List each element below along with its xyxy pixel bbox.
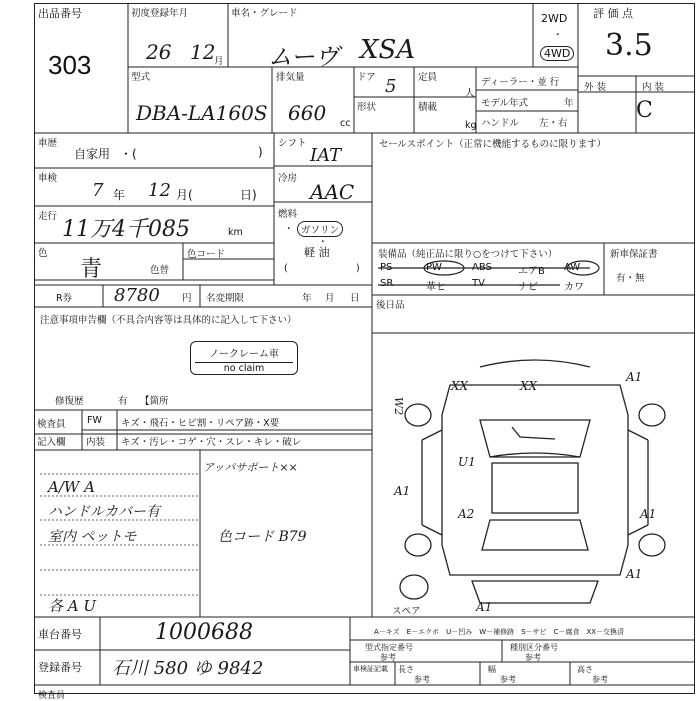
entry-label: 記入欄 — [37, 437, 66, 448]
equipment-item: ナビ — [518, 282, 538, 293]
attachments-label: 後日品 — [376, 300, 405, 311]
score-label: 評 価 点 — [593, 7, 633, 20]
inspection-month: 12 — [148, 180, 171, 201]
damage-mark-a1-front-right: A1 — [626, 370, 643, 384]
inspection-label: 車検 — [38, 173, 58, 184]
note-aw: A/W A — [48, 478, 95, 496]
car-grade-label: 車名・グレード — [231, 8, 298, 19]
name-change-month: 月 — [325, 293, 335, 304]
damage-mark-xx-right: XX — [520, 379, 538, 393]
equipment-item: AW — [564, 262, 581, 273]
ac-label: 冷房 — [278, 173, 298, 184]
color-code-label: 色コード — [187, 249, 226, 260]
width-ref: 参考 — [500, 675, 516, 684]
damage-mark-a1-left: A1 — [394, 484, 411, 498]
interior-label: 内 装 — [642, 82, 665, 93]
first-registration-month: 12 — [190, 40, 216, 64]
warranty-label: 新車保証書 — [610, 249, 658, 260]
displacement-label: 排気量 — [276, 72, 305, 83]
sales-points-label: セールスポイント（正常に機能するものに限ります） — [379, 139, 607, 150]
damage-mark-xx-left: XX — [451, 379, 469, 393]
car-grade: XSA — [360, 35, 416, 65]
fuel-separator: ・ — [318, 237, 328, 248]
shift-value: IAT — [310, 145, 342, 166]
fuel-diesel: 軽 油 — [304, 246, 330, 259]
length-ref: 参考 — [414, 675, 430, 684]
ac-value: AAC — [310, 180, 355, 204]
registration-number-label: 登録番号 — [38, 661, 82, 674]
color-label: 色 — [38, 248, 48, 259]
mileage-label: 走行 — [38, 211, 58, 222]
inspection-year-unit: 年 — [113, 188, 126, 202]
width-label: 幅 — [488, 665, 496, 674]
shape-label: 形状 — [357, 102, 377, 113]
chassis-number-label: 車台番号 — [38, 628, 82, 641]
doors-label: ドア — [357, 72, 376, 83]
history-label: 車歴 — [38, 138, 58, 149]
damage-mark-a1-right: A1 — [640, 507, 657, 521]
fuel-paren-close: ) — [356, 263, 360, 274]
shift-label: シフト — [278, 138, 307, 149]
registration-number-value: 石川 580 ゆ 9842 — [112, 658, 264, 679]
name-change-day: 日 — [350, 293, 360, 304]
fw-label: FW — [87, 415, 102, 426]
mileage-value: 11万4千085 — [62, 217, 190, 242]
category-number-ref: 参考 — [525, 653, 541, 662]
equipment-item: カワ — [564, 282, 584, 293]
note-handle-cover: ハンドルカバー有 — [48, 504, 160, 520]
history-paren-close: ) — [258, 145, 263, 159]
damage-mark-a2: A2 — [458, 507, 475, 521]
history-paren-open: ・( — [120, 147, 137, 161]
km-unit: km — [228, 227, 243, 238]
lot-number-label: 出品番号 — [38, 7, 82, 20]
equipment-item: PW — [426, 262, 442, 273]
color-value: 青 — [80, 257, 103, 282]
history-value: 自家用 — [74, 147, 111, 161]
inspection-day-unit: 日) — [240, 188, 257, 202]
inspector-label: 検査員 — [37, 419, 66, 430]
name-change-year: 年 — [302, 293, 312, 304]
lot-number: 303 — [48, 50, 92, 80]
model-designation-label: 型式指定番号 — [365, 643, 413, 652]
dimensions-label: 車検証記載 — [353, 665, 388, 673]
damage-mark-u1: U1 — [458, 455, 476, 469]
model-label: 型式 — [131, 72, 151, 83]
spare-tire-label: スペア — [392, 606, 421, 617]
equipment-row-2 — [380, 278, 600, 292]
no-claim-en: no claim — [195, 362, 293, 374]
model-designation-ref: 参考 — [380, 653, 396, 662]
recycle-yen: 円 — [182, 293, 192, 304]
height-ref: 参考 — [592, 675, 608, 684]
color-change-label: 色替 — [150, 265, 170, 276]
car-name: ムーヴ — [268, 43, 339, 71]
notes-label: 注意事項申告欄（不具合内容等は具体的に記入して下さい） — [40, 315, 297, 326]
kg-unit: kg — [465, 120, 477, 131]
cc-unit: cc — [340, 118, 351, 129]
damage-code-legend: A－キズ E－エクボ U－凹み W－補修跡 S－サビ C－腐食 XX－交換済 — [374, 628, 625, 636]
interior-inspection-text: キズ・汚レ・コゲ・穴・スレ・キレ・破レ — [121, 437, 302, 448]
model-value: DBA-LA160S — [136, 101, 268, 125]
person-unit: 人 — [465, 88, 475, 99]
fuel-label: 燃料 — [278, 209, 298, 220]
fw-text: キズ・飛石・ヒビ割・リペア跡・X要 — [121, 418, 280, 429]
no-claim-stamp — [190, 341, 298, 375]
category-number-label: 種別区分番号 — [510, 643, 558, 652]
warranty-value: 有・無 — [616, 273, 645, 284]
chassis-number-value: 1000688 — [155, 620, 253, 645]
equipment-item: SR — [380, 278, 394, 289]
repair-place-label: 【箇所 — [140, 396, 169, 407]
equipment-item: ABS — [472, 262, 492, 273]
interior-inspection-label: 内装 — [86, 437, 106, 448]
damage-mark-a1-rear: A1 — [476, 600, 493, 614]
equipment-label: 装備品（純正品に限り○をつけて下さい） — [378, 249, 558, 260]
year-unit: 年 — [564, 98, 574, 109]
drive-2wd: 2WD — [541, 12, 568, 25]
repair-history-value: 有 — [118, 396, 128, 407]
note-each: 各 A U — [48, 597, 97, 615]
footer-inspector-label: 検査員 — [38, 691, 66, 701]
exterior-label: 外 装 — [584, 82, 607, 93]
first-registration-year: 26 — [146, 40, 172, 64]
drive-separator: ・ — [553, 30, 563, 41]
repair-place-text: 箇所 — [149, 396, 169, 407]
recycle-amount: 8780 — [114, 285, 160, 306]
capacity-label: 定員 — [418, 72, 438, 83]
handle-value: 左・右 — [539, 118, 568, 129]
damage-mark-w2: W2 — [392, 397, 405, 416]
repair-history-label: 修復歴 — [55, 396, 84, 407]
equipment-row-1 — [380, 262, 600, 276]
fuel-dash: ・ — [284, 224, 294, 235]
fuel-gasoline: ガソリン — [297, 221, 343, 237]
dealer-label: ディーラー・並 行 — [481, 77, 560, 88]
fuel-paren-open: ( — [284, 263, 288, 274]
note-color-code: 色コード B79 — [218, 529, 307, 545]
drive-4wd: 4WD — [540, 46, 574, 61]
month-unit: 月 — [214, 56, 224, 67]
handle-label: ハンドル — [481, 118, 520, 129]
inspection-month-unit: 月( — [176, 188, 193, 202]
no-claim-jp: ノークレーム車 — [209, 349, 279, 360]
length-label: 長さ — [398, 665, 414, 674]
model-year-label: モデル年式 — [481, 98, 529, 109]
note-upper-support: アッパサポート×× — [203, 461, 298, 474]
load-label: 積載 — [418, 102, 438, 113]
score-value: 3.5 — [605, 28, 653, 63]
damage-mark-a1-rear-right: A1 — [626, 567, 643, 581]
doors-value: 5 — [385, 76, 397, 97]
displacement-value: 660 — [288, 101, 327, 125]
equipment-item: エアB — [518, 266, 545, 277]
equipment-item: TV — [472, 278, 485, 289]
first-registration-label: 初度登録年月 — [131, 8, 189, 19]
equipment-item: 革ヒ — [426, 282, 446, 293]
equipment-item: PS — [380, 262, 393, 273]
height-label: 高さ — [577, 665, 593, 674]
interior-grade: C — [636, 98, 653, 123]
name-change-label: 名変期限 — [206, 293, 245, 304]
note-interior-pet: 室内 ペットモ — [48, 529, 137, 545]
recycle-label: R券 — [56, 293, 73, 304]
inspection-year: 7 — [92, 180, 104, 201]
